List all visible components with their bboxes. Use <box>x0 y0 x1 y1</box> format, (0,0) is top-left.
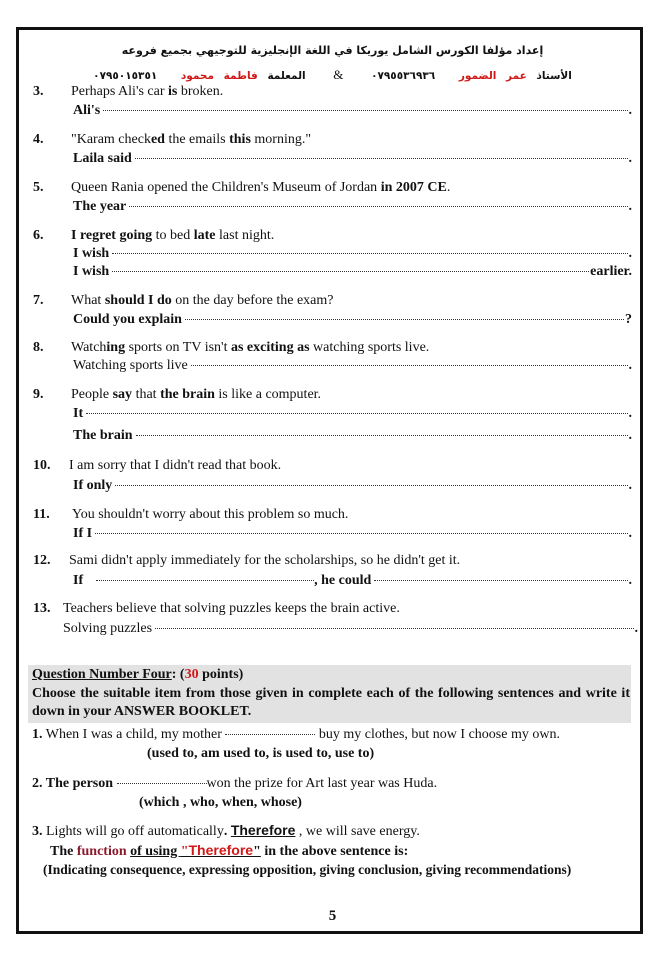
answer-line[interactable]: If only . <box>73 478 632 493</box>
blank[interactable] <box>225 734 315 735</box>
header-teachers-line <box>19 67 646 83</box>
answer-line[interactable]: I wish earlier. <box>73 264 632 279</box>
header-authors-line: إعداد مؤلفا الكورس الشامل يوريكا في اللغة الإنجليزية للتوجيهي بجميع فروعه <box>121 44 544 57</box>
teacher1-phone: ٠٧٩٥٥٣٦٩٣٦ <box>371 70 436 82</box>
question-stem: I regret going to bed late last night. <box>71 228 275 243</box>
question-number: 7. <box>33 293 44 308</box>
q4-item-1: 1. When I was a child, my mother buy my clothes, but now I choose my own. <box>32 727 560 742</box>
question-number: 13. <box>33 601 51 616</box>
answer-line[interactable]: Ali's . <box>73 103 632 118</box>
question-number: 6. <box>33 228 44 243</box>
teacher2-title: المعلمة <box>267 70 306 82</box>
q4-item-3-question: The function of using "Therefore" in the above sentence is: <box>50 842 409 859</box>
answer-line[interactable]: If , he could . <box>73 573 632 588</box>
keyword-therefore: Therefore <box>230 822 296 838</box>
question-stem: I am sorry that I didn't read that book. <box>69 458 282 473</box>
question-stem: Queen Rania opened the Children's Museum of Jordan in 2007 CE. <box>71 180 451 195</box>
question-stem: "Karam checked the emails this morning." <box>71 132 312 147</box>
question-number: 10. <box>33 458 51 473</box>
question-stem: Sami didn't apply immediately for the scholarships, so he didn't get it. <box>69 553 461 568</box>
question-number: 12. <box>33 553 51 568</box>
q4-item-2-options: (which , who, when, whose) <box>139 795 302 810</box>
q4-item-2: 2. The person won the prize for Art last year was Huda. <box>32 776 438 791</box>
keyword-therefore-red: Therefore <box>188 842 254 858</box>
teacher1-title: الأستاذ <box>536 70 572 82</box>
answer-line[interactable]: Watching sports live . <box>73 358 632 373</box>
points-value: 30 <box>184 667 199 682</box>
answer-line[interactable]: Laila said . <box>73 151 632 166</box>
question-four-instruction: Choose the suitable item from those given in complete each of the following sentences and write it down in your ANSWER BOOKLET. <box>32 686 630 719</box>
teacher1-name: عمر الضمور <box>458 70 527 82</box>
answer-line[interactable]: The year . <box>73 199 632 214</box>
question-stem: People say that the brain is like a computer. <box>71 387 322 402</box>
question-stem: Perhaps Ali's car is broken. <box>71 84 224 99</box>
teacher2-name: فاطمة محمود <box>180 70 258 82</box>
answer-line[interactable]: Solving puzzles . <box>63 621 638 636</box>
page-frame <box>16 27 643 934</box>
ampersand: & <box>333 67 344 82</box>
page-number: 5 <box>328 908 337 924</box>
teacher2-phone: ٠٧٩٥٠١٥٣٥١ <box>93 70 158 82</box>
question-number: 11. <box>33 507 50 522</box>
question-number: 9. <box>33 387 44 402</box>
answer-line[interactable]: It . <box>73 406 632 421</box>
question-stem: What should I do on the day before the exam? <box>71 293 334 308</box>
answer-line[interactable]: Could you explain ? <box>73 312 632 327</box>
q4-item-1-options: (used to, am used to, is used to, use to) <box>147 746 375 761</box>
question-stem: You shouldn't worry about this problem so much. <box>72 507 349 522</box>
answer-line[interactable]: The brain . <box>73 428 632 443</box>
question-number: 8. <box>33 340 44 355</box>
answer-line[interactable]: If I . <box>73 526 632 541</box>
answer-line[interactable]: I wish . <box>73 246 632 261</box>
question-number: 3. <box>33 84 44 99</box>
question-four-title: Question Number Four: (30 points) <box>32 667 244 682</box>
blank[interactable] <box>117 783 207 784</box>
question-stem: Teachers believe that solving puzzles keeps the brain active. <box>63 601 400 616</box>
question-number: 5. <box>33 180 44 195</box>
question-number: 4. <box>33 132 44 147</box>
q4-item-3: 3. Lights will go off automatically. Therefore , we will save energy. <box>32 822 420 839</box>
q4-item-3-options: (Indicating consequence, expressing opposition, giving conclusion, giving recommendations) <box>43 862 572 877</box>
question-stem: Watching sports on TV isn't as exciting as watching sports live. <box>71 340 430 355</box>
